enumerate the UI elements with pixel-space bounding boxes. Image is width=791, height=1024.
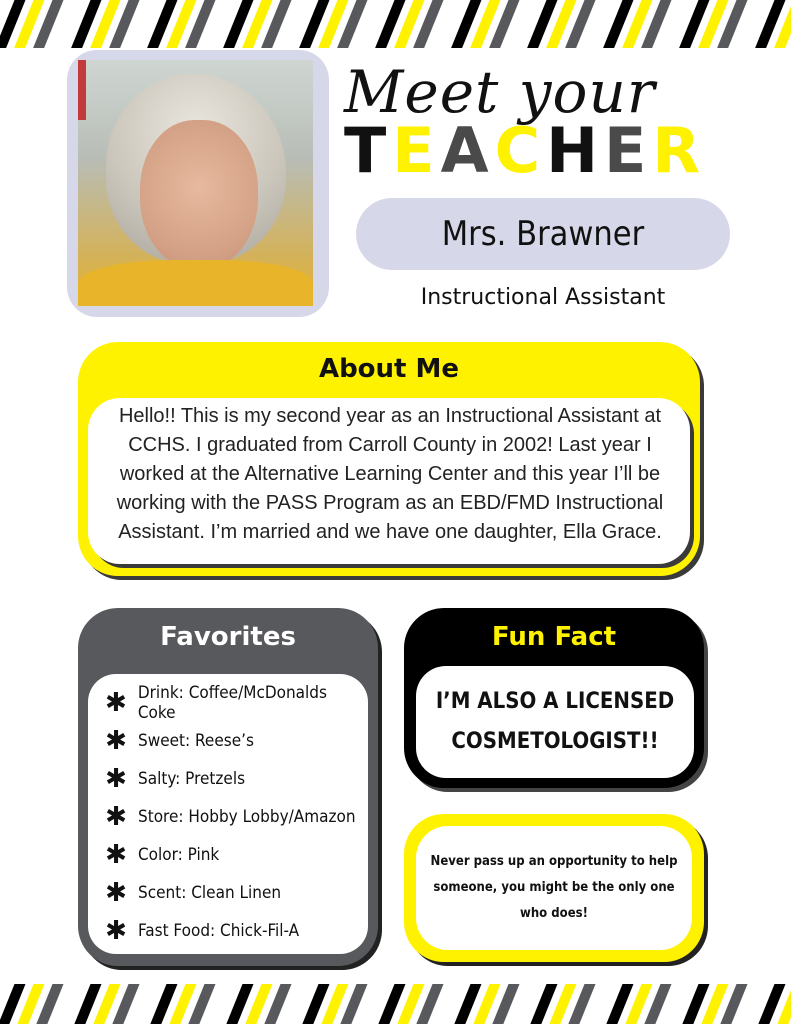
meet-your-script-title: Meet your bbox=[344, 58, 656, 126]
name-pill bbox=[356, 198, 730, 270]
teacher-title bbox=[344, 114, 707, 187]
list-item: ✱ Salty: Pretzels bbox=[102, 760, 368, 798]
fun-fact-text: I’M ALSO A LICENSED COSMETOLOGIST!! bbox=[435, 689, 675, 754]
favorites-card bbox=[78, 608, 378, 966]
about-me-card bbox=[78, 342, 700, 576]
favorites-body bbox=[88, 674, 368, 954]
list-item: ✱ Scent: Clean Linen bbox=[102, 874, 368, 912]
quote-body bbox=[416, 826, 692, 950]
quote-card bbox=[404, 814, 704, 962]
fun-fact-body bbox=[416, 666, 694, 778]
asterisk-icon: ✱ bbox=[105, 878, 127, 908]
asterisk-icon: ✱ bbox=[105, 764, 127, 794]
list-item: ✱ Sweet: Reese’s bbox=[102, 722, 368, 760]
title-letter: R bbox=[652, 114, 707, 187]
asterisk-icon: ✱ bbox=[105, 916, 127, 946]
asterisk-icon: ✱ bbox=[105, 726, 127, 756]
about-me-title: About Me bbox=[318, 354, 460, 384]
asterisk-icon: ✱ bbox=[105, 802, 127, 832]
list-item: ✱ Color: Pink bbox=[102, 836, 368, 874]
about-me-text: Hello!! This is my second year as an Instructional Assistant at CCHS. I graduated from Carroll County in 2002! Last year I worked at the Alternative Learning Center and this year I’ll be working with the PASS Program as an EBD/FMD Instructional Assistant. I’m married and we have one daughter, Ella Grace. bbox=[116, 405, 664, 543]
favorites-title: Favorites bbox=[160, 622, 296, 652]
asterisk-icon: ✱ bbox=[105, 840, 127, 870]
list-item: ✱ Store: Hobby Lobby/Amazon bbox=[102, 798, 368, 836]
list-item: ✱ Fast Food: Chick-Fil-A bbox=[102, 912, 368, 950]
fun-fact-card bbox=[404, 608, 704, 788]
title-letter: E bbox=[604, 114, 653, 187]
title-letter: H bbox=[546, 114, 605, 187]
fun-fact-title: Fun Fact bbox=[491, 622, 617, 652]
favorites-list bbox=[102, 684, 368, 950]
title-letter: E bbox=[392, 114, 441, 187]
asterisk-icon: ✱ bbox=[105, 688, 127, 718]
list-item: ✱ Drink: Coffee/McDonalds Coke bbox=[102, 684, 368, 722]
title-letter: T bbox=[344, 114, 393, 187]
top-stripe-border bbox=[0, 0, 791, 48]
teacher-name: Mrs. Brawner bbox=[441, 214, 645, 254]
bottom-stripe-border bbox=[0, 984, 791, 1024]
title-letter: C bbox=[494, 114, 547, 187]
quote-text: Never pass up an opportunity to help someone, you might be the only one who does! bbox=[430, 854, 678, 921]
teacher-photo bbox=[78, 60, 313, 306]
about-me-body bbox=[88, 398, 690, 564]
title-letter: A bbox=[440, 114, 495, 187]
teacher-role: Instructional Assistant bbox=[420, 285, 666, 310]
